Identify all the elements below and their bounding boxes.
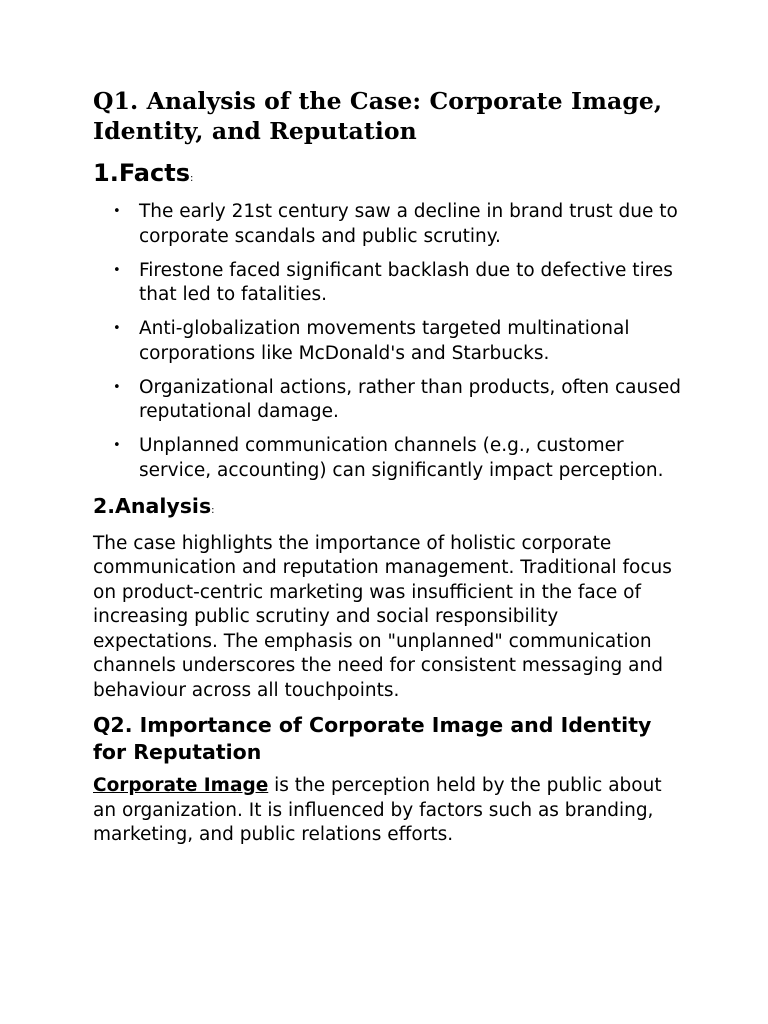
q2-heading: Q2. Importance of Corporate Image and Identity for Reputation xyxy=(93,713,652,764)
facts-heading xyxy=(93,158,683,194)
analysis-heading-text: 2.Analysis xyxy=(93,493,212,518)
corporate-image-paragraph xyxy=(93,774,683,848)
analysis-paragraph: The case highlights the importance of holistic corporate communication and reputation management. Traditional focus on product-centric marketing was insufficient in the face of increasing public scrutiny and social responsibility expectations. The emphasis on "unplanned" communication channels underscores the need for consistent messaging and behaviour across all touchpoints. xyxy=(93,532,672,701)
corporate-image-definition: is the perception held by the public about an organization. It is influenced by factors such as branding, marketing, and public relations efforts. xyxy=(93,775,662,845)
document-page xyxy=(93,86,683,857)
analysis-heading-colon: : xyxy=(211,504,215,516)
analysis-heading xyxy=(93,493,683,524)
facts-heading-text: 1.Facts xyxy=(93,159,190,187)
facts-list-item: • Firestone faced significant backlash due to defective tires that led to fatalities. xyxy=(93,259,683,308)
document-title: Q1. Analysis of the Case: Corporate Image, Identity, and Reputation xyxy=(93,87,663,145)
facts-heading-colon: : xyxy=(189,173,194,184)
facts-list-item: • Organizational actions, rather than products, often caused reputational damage. xyxy=(93,376,683,425)
facts-list-item: • Unplanned communication channels (e.g., customer service, accounting) can significantly impact perception. xyxy=(93,434,683,483)
facts-list xyxy=(93,200,683,483)
corporate-image-term: Corporate Image xyxy=(93,775,269,796)
facts-list-item: • The early 21st century saw a decline in brand trust due to corporate scandals and public scrutiny. xyxy=(93,200,683,249)
facts-list-item: • Anti-globalization movements targeted multinational corporations like McDonald's and Starbucks. xyxy=(93,317,683,366)
